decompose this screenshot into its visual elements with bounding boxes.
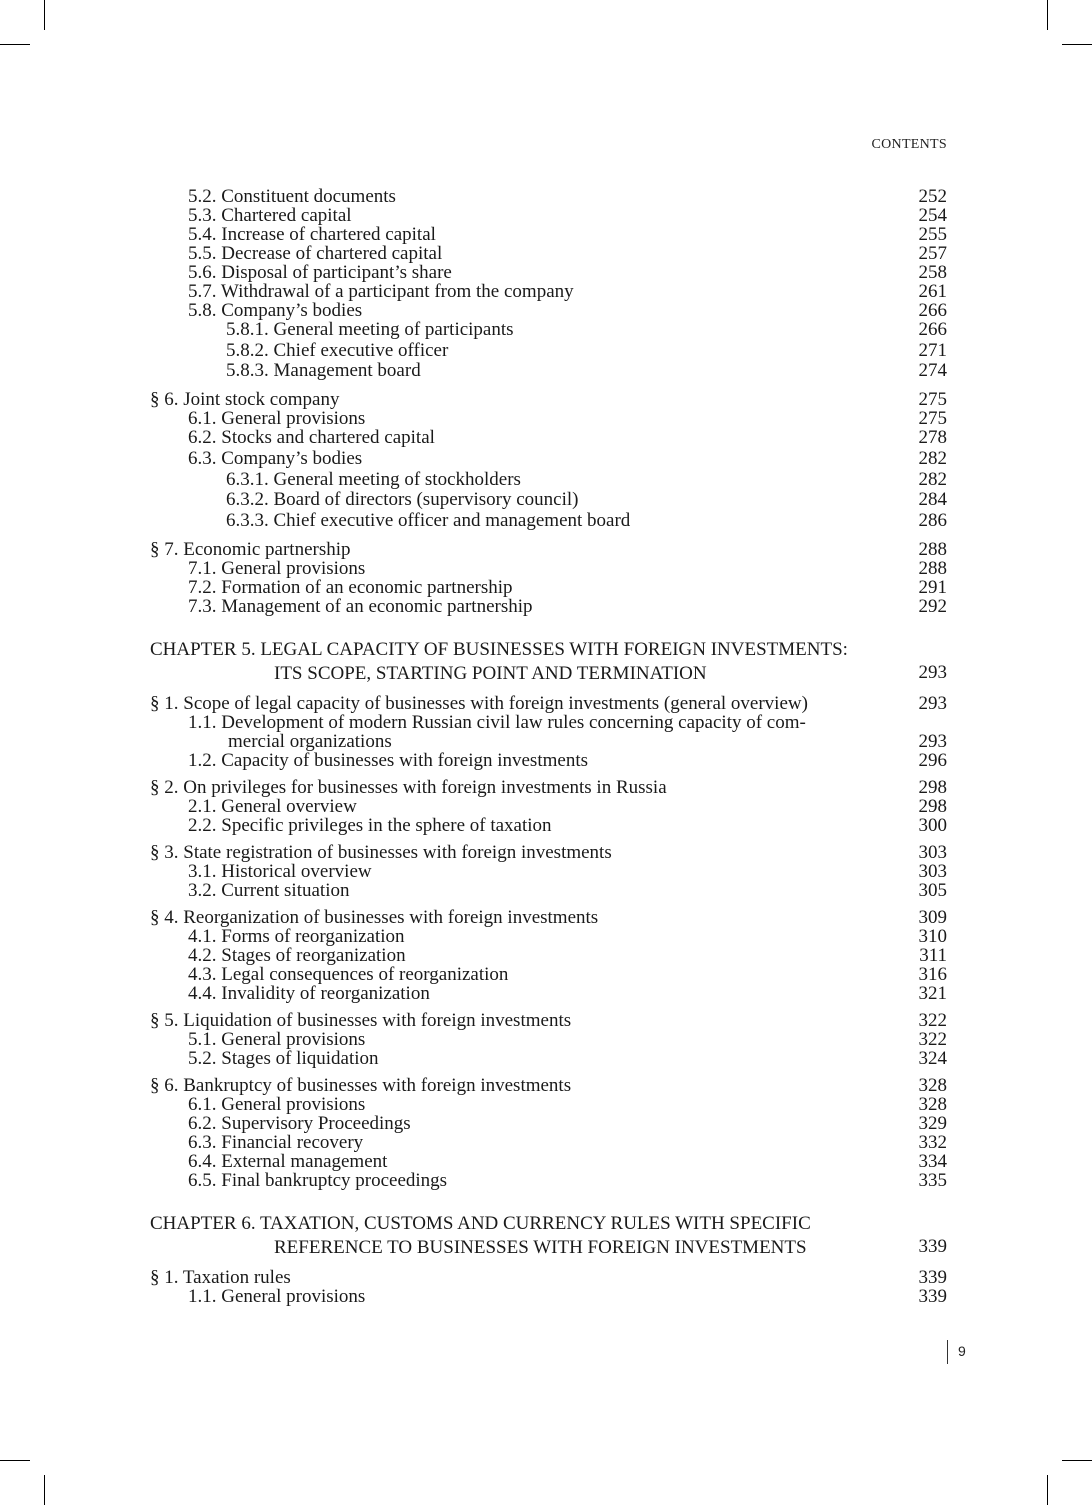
toc-entry: 6.4. External management 334 xyxy=(188,1150,947,1172)
page-number: 9 xyxy=(958,1343,966,1359)
toc-entry: 4.2. Stages of reorganization 311 xyxy=(188,944,947,966)
chapter-title: CHAPTER 5. LEGAL CAPACITY OF BUSINESSES WITH FOREIGN INVESTMENTS: xyxy=(150,638,848,660)
toc-chapter xyxy=(150,1212,947,1260)
toc-entry: 5.2. Constituent documents 252 xyxy=(188,186,947,207)
toc-chapter xyxy=(150,638,947,686)
toc-section: § 1. Taxation rules 339 xyxy=(150,1266,947,1288)
chapter-subtitle: REFERENCE TO BUSINESSES WITH FOREIGN INVESTMENTS xyxy=(274,1236,807,1258)
page-ref: 339 xyxy=(918,1235,947,1257)
toc-entry: 3.2. Current situation 305 xyxy=(188,879,947,901)
folio-rule xyxy=(947,1340,948,1364)
entry-continuation: mercial organizations xyxy=(228,730,392,752)
page-ref: 293 xyxy=(918,661,947,683)
toc-section: § 5. Liquidation of businesses with foreign investments 322 xyxy=(150,1009,947,1031)
toc-entry: 6.3. Financial recovery 332 xyxy=(188,1131,947,1153)
crop-mark xyxy=(44,1475,45,1505)
toc-entry: 6.3.2. Board of directors (supervisory council) 284 xyxy=(226,489,947,511)
crop-mark xyxy=(44,0,45,30)
toc-section: § 4. Reorganization of businesses with foreign investments 309 xyxy=(150,906,947,928)
toc-entry: 1.2. Capacity of businesses with foreign investments 296 xyxy=(188,749,947,771)
table-of-contents xyxy=(150,187,947,1306)
toc-section: § 6. Joint stock company 275 xyxy=(150,389,947,411)
toc-entry: 5.5. Decrease of chartered capital 257 xyxy=(188,243,947,264)
toc-entry: 1.1. General provisions 339 xyxy=(188,1285,947,1307)
entry-line: 1.1. Development of modern Russian civil law rules concerning capacity of com- xyxy=(188,711,806,733)
toc-entry: 6.3. Company’s bodies 282 xyxy=(188,447,947,469)
toc-entry: 5.3. Chartered capital 254 xyxy=(188,205,947,226)
toc-section: § 1. Scope of legal capacity of businesses with foreign investments (general overview) 293 xyxy=(150,692,947,714)
toc-section: § 2. On privileges for businesses with foreign investments in Russia 298 xyxy=(150,776,947,798)
toc-entry: 6.3.3. Chief executive officer and management board 286 xyxy=(226,509,947,531)
toc-entry: 7.1. General provisions 288 xyxy=(188,557,947,579)
toc-entry: 7.2. Formation of an economic partnership 291 xyxy=(188,576,947,598)
toc-entry: 6.2. Stocks and chartered capital 278 xyxy=(188,427,947,449)
crop-mark xyxy=(1062,44,1092,45)
chapter-title: CHAPTER 6. TAXATION, CUSTOMS AND CURRENCY RULES WITH SPECIFIC xyxy=(150,1212,811,1234)
toc-entry: 4.3. Legal consequences of reorganization 316 xyxy=(188,963,947,985)
toc-entry: 5.8. Company’s bodies 266 xyxy=(188,300,947,321)
crop-mark xyxy=(1047,1475,1048,1505)
toc-entry: 5.4. Increase of chartered capital 255 xyxy=(188,224,947,245)
toc-entry: 6.3.1. General meeting of stockholders 282 xyxy=(226,468,947,490)
toc-section: § 6. Bankruptcy of businesses with foreign investments 328 xyxy=(150,1074,947,1096)
crop-mark xyxy=(0,44,30,45)
toc-entry: 5.2. Stages of liquidation 324 xyxy=(188,1047,947,1069)
toc-entry: 5.6. Disposal of participant’s share 258 xyxy=(188,262,947,283)
toc-entry: 5.7. Withdrawal of a participant from the company 261 xyxy=(188,281,947,302)
toc-entry: 2.2. Specific privileges in the sphere of taxation 300 xyxy=(188,814,947,836)
toc-entry: 6.1. General provisions 328 xyxy=(188,1093,947,1115)
toc-entry xyxy=(150,713,947,751)
chapter-subtitle: ITS SCOPE, STARTING POINT AND TERMINATION xyxy=(274,662,707,684)
toc-entry: 6.1. General provisions 275 xyxy=(188,408,947,430)
crop-mark xyxy=(1047,0,1048,30)
toc-entry: 6.5. Final bankruptcy proceedings 335 xyxy=(188,1169,947,1191)
toc-entry: 5.1. General provisions 322 xyxy=(188,1028,947,1050)
toc-entry: 4.1. Forms of reorganization 310 xyxy=(188,925,947,947)
toc-entry: 2.1. General overview 298 xyxy=(188,795,947,817)
running-head: CONTENTS xyxy=(871,137,947,152)
toc-entry: 7.3. Management of an economic partnership 292 xyxy=(188,595,947,617)
toc-section: § 3. State registration of businesses with foreign investments 303 xyxy=(150,841,947,863)
toc-entry: 6.2. Supervisory Proceedings 329 xyxy=(188,1112,947,1134)
toc-entry: 3.1. Historical overview 303 xyxy=(188,860,947,882)
toc-entry: 5.8.2. Chief executive officer 271 xyxy=(226,339,947,361)
toc-entry: 5.8.1. General meeting of participants 266 xyxy=(226,319,947,340)
toc-section: § 7. Economic partnership 288 xyxy=(150,538,947,560)
page-ref: 293 xyxy=(918,730,947,752)
crop-mark xyxy=(0,1460,30,1461)
crop-mark xyxy=(1062,1460,1092,1461)
toc-entry: 5.8.3. Management board 274 xyxy=(226,360,947,382)
toc-entry: 4.4. Invalidity of reorganization 321 xyxy=(188,982,947,1004)
